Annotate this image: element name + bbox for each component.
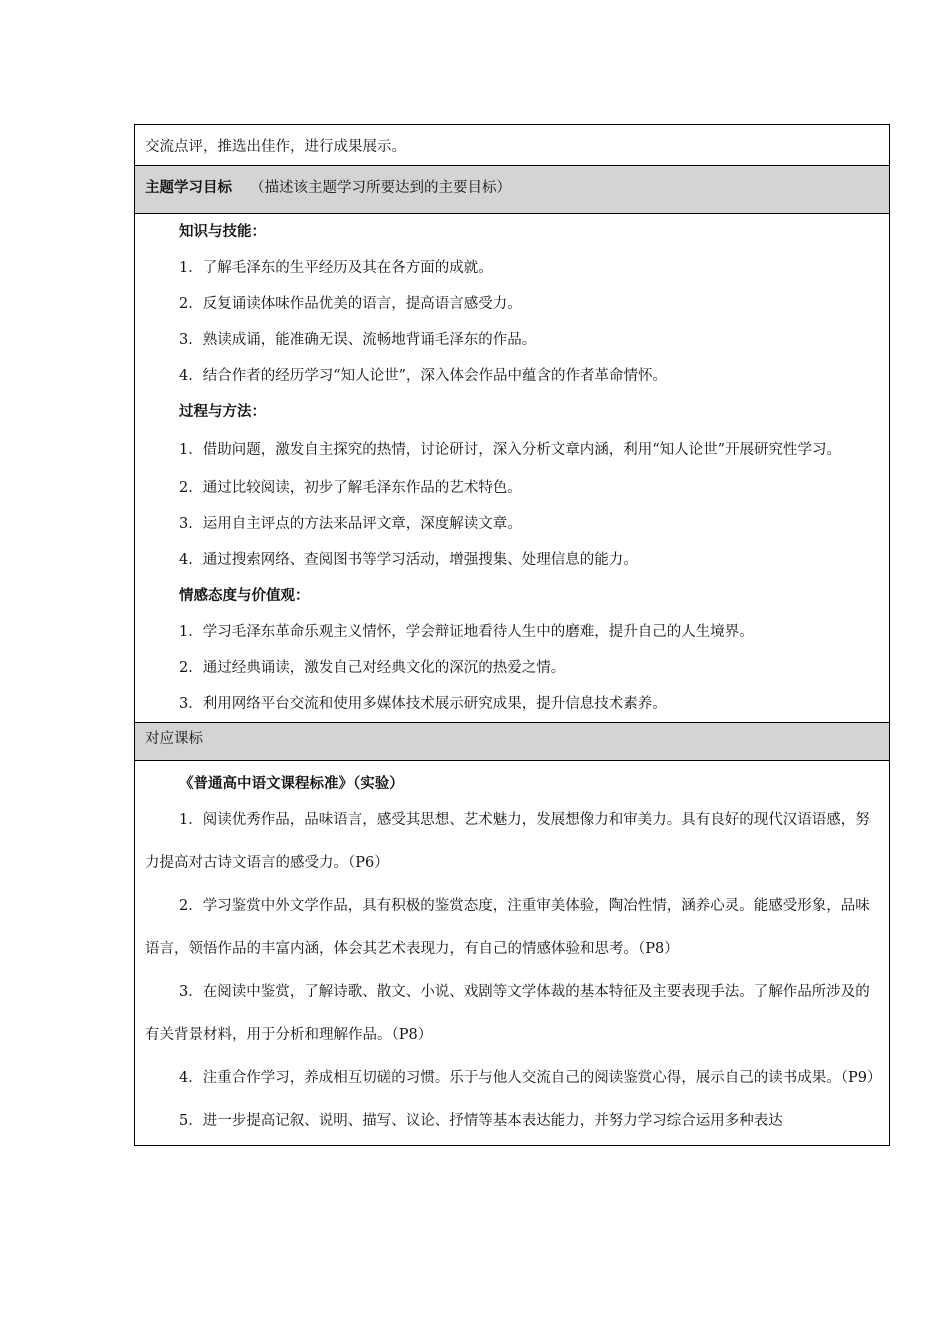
process-item: 1．借助问题，激发自主探究的热情，讨论研讨，深入分析文章内涵，利用“知人论世”开展研究性学习。 (179, 442, 842, 458)
process-title: 过程与方法： (179, 403, 266, 420)
lesson-plan-table (134, 124, 890, 1146)
knowledge-item: 1．了解毛泽东的生平经历及其在各方面的成就。 (179, 260, 493, 276)
standard-item: 5．进一步提高记叙、说明、描写、议论、抒情等基本表达能力，并努力学习综合运用多种表达 (179, 1113, 783, 1129)
goals-content (135, 213, 889, 722)
goals-header-note: （描述该主题学习所要达到的主要目标） (250, 180, 511, 196)
standard-item: 1．阅读优秀作品，品味语言，感受其思想、艺术魅力，发展想像力和审美力。具有良好的现代汉语语感，努力提高对古诗文语言的感受力。（P6） (145, 812, 870, 871)
standards-header (135, 722, 889, 760)
intro-row (135, 125, 889, 165)
process-item: 2．通过比较阅读，初步了解毛泽东作品的艺术特色。 (179, 480, 522, 496)
goals-header-label: 主题学习目标 (145, 179, 232, 196)
standards-title: 《普通高中语文课程标准》（实验） (179, 775, 404, 792)
standards-header-label: 对应课标 (145, 731, 203, 747)
standard-item: 3．在阅读中鉴赏，了解诗歌、散文、小说、戏剧等文学体裁的基本特征及主要表现手法。了解作品所涉及的有关背景材料，用于分析和理解作品。（P8） (145, 984, 870, 1043)
knowledge-item: 2．反复诵读体味作品优美的语言，提高语言感受力。 (179, 296, 522, 312)
standard-item: 4．注重合作学习，养成相互切磋的习惯。乐于与他人交流自己的阅读鉴赏心得，展示自己的读书成果。（P9） (179, 1070, 882, 1086)
emotion-item: 1．学习毛泽东革命乐观主义情怀，学会辩证地看待人生中的磨难，提升自己的人生境界。 (179, 624, 754, 640)
standard-item: 2．学习鉴赏中外文学作品，具有积极的鉴赏态度，注重审美体验，陶冶性情，涵养心灵。能感受形象，品味语言，领悟作品的丰富内涵，体会其艺术表现力，有自己的情感体验和思考。（P8） (145, 898, 870, 957)
emotion-item: 3．利用网络平台交流和使用多媒体技术展示研究成果，提升信息技术素养。 (179, 696, 667, 712)
emotion-item: 2．通过经典诵读，激发自己对经典文化的深沉的热爱之情。 (179, 660, 566, 676)
emotion-title: 情感态度与价值观： (179, 587, 310, 604)
knowledge-title: 知识与技能： (179, 223, 266, 240)
process-item: 3．运用自主评点的方法来品评文章，深度解读文章。 (179, 516, 522, 532)
intro-text: 交流点评，推选出佳作，进行成果展示。 (145, 138, 406, 155)
knowledge-item: 3．熟读成诵，能准确无误、流畅地背诵毛泽东的作品。 (179, 332, 537, 348)
knowledge-item: 4．结合作者的经历学习“知人论世”，深入体会作品中蕴含的作者革命情怀。 (179, 368, 668, 384)
process-item: 4．通过搜索网络、查阅图书等学习活动，增强搜集、处理信息的能力。 (179, 552, 638, 568)
goals-header (135, 165, 889, 213)
standards-content (135, 760, 889, 1145)
